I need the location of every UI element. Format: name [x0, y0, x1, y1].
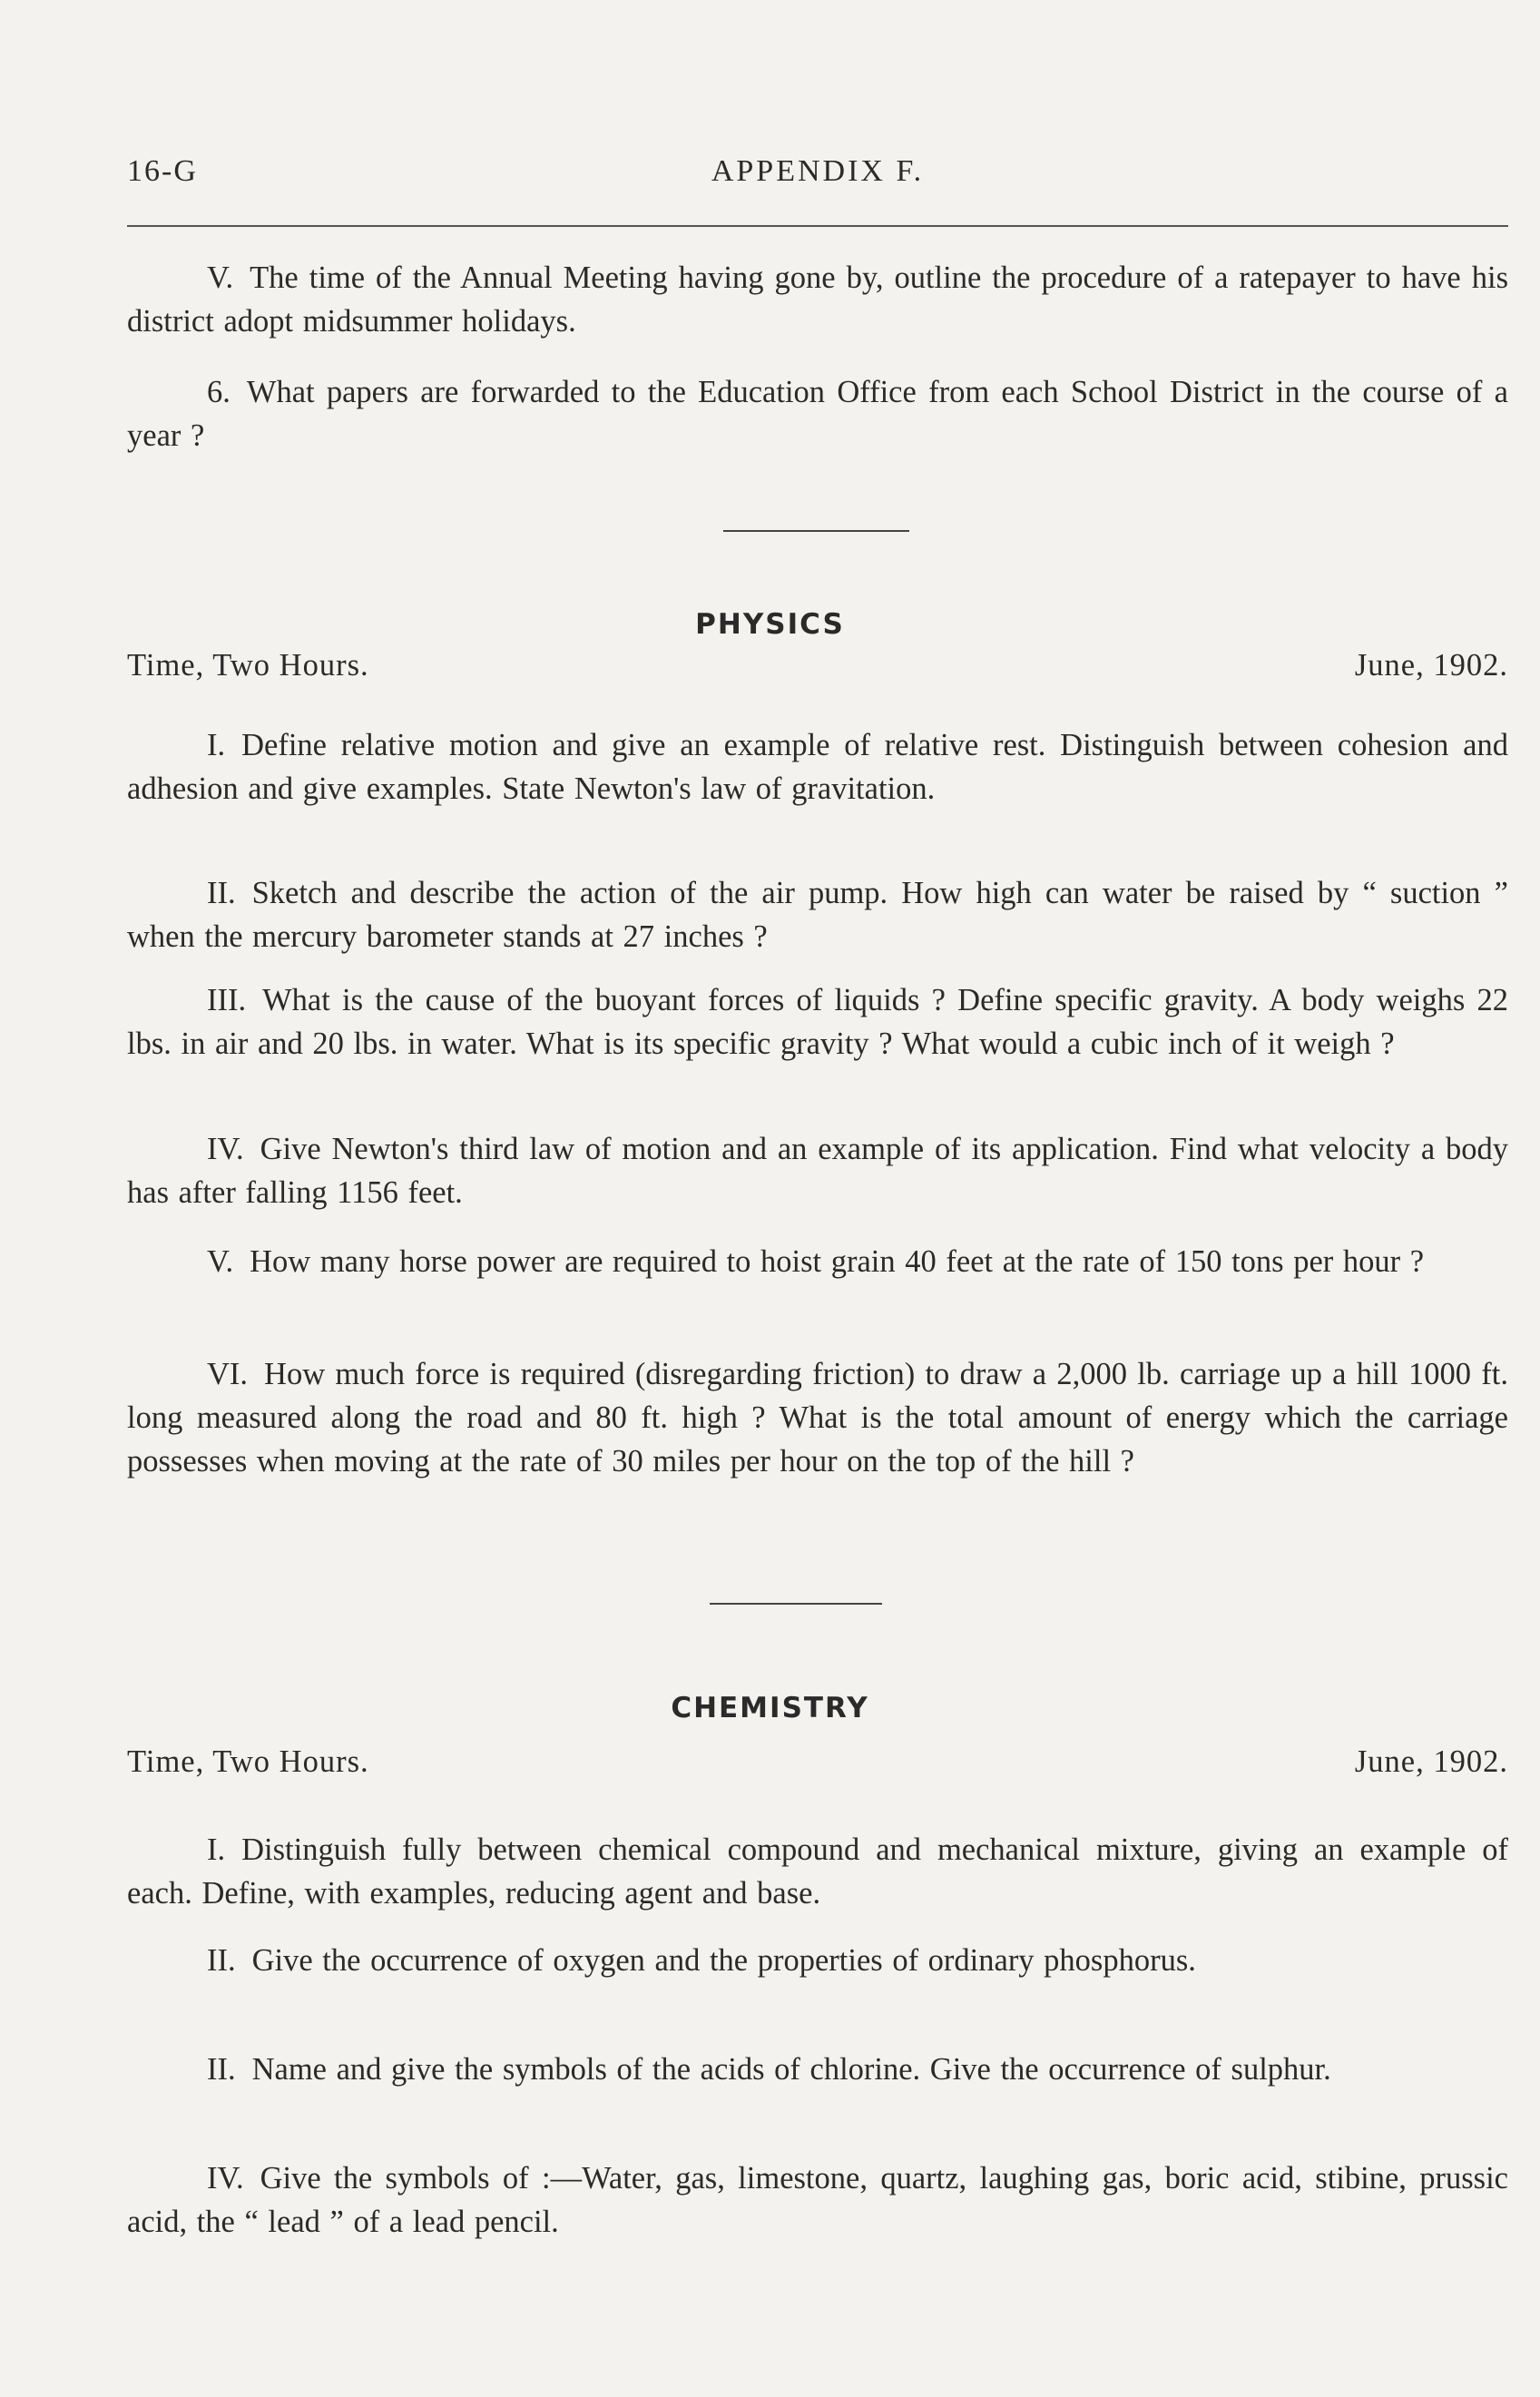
question-number: VI. — [207, 1357, 249, 1391]
question-number: III. — [207, 983, 247, 1017]
physics-question-v — [127, 1240, 1508, 1283]
question-text: The time of the Annual Meeting having gone by, outline the procedure of a ratepayer to have his district adopt midsummer holidays. — [127, 260, 1508, 339]
physics-time-allowed: Time, Two Hours. — [127, 648, 369, 683]
running-header — [127, 154, 1508, 200]
chemistry-time-line — [127, 1744, 1508, 1788]
section-divider — [710, 1603, 882, 1605]
physics-question-i — [127, 723, 1508, 810]
question-text: What papers are forwarded to the Education Office from each School District in the course of a year ? — [127, 375, 1508, 453]
question-text: Give the occurrence of oxygen and the properties of ordinary phosphorus. — [251, 1943, 1196, 1978]
chemistry-question-ii — [127, 1939, 1508, 1982]
question-text: Name and give the symbols of the acids of chlorine. Give the occurrence of sulphur. — [251, 2052, 1331, 2087]
question-text: What is the cause of the buoyant forces of liquids ? Define specific gravity. A body weighs 22 lbs. in air and 20 lbs. in water. What is its specific gravity ? What would a cubic inch of it weigh ? — [127, 983, 1508, 1061]
question-text: How many horse power are required to hoist grain 40 feet at the rate of 150 tons per hour ? — [250, 1244, 1425, 1279]
question-number: II. — [207, 1943, 236, 1978]
physics-time-line — [127, 648, 1508, 692]
chemistry-question-i — [127, 1828, 1508, 1915]
question-number: I. — [207, 728, 226, 762]
question-number: V. — [207, 260, 234, 295]
question-number: II. — [207, 2052, 236, 2087]
question-number: II. — [207, 876, 236, 910]
page-number: 16-G — [127, 154, 198, 188]
question-text: Give Newton's third law of motion and an example of its application. Find what velocity a body has after falling 1156 feet. — [127, 1132, 1508, 1210]
physics-date: June, 1902. — [1354, 648, 1508, 683]
section-divider — [723, 530, 909, 532]
question-text: Sketch and describe the action of the air pump. How high can water be raised by “ suction ” when the mercury barometer stands at 27 inches ? — [127, 876, 1508, 954]
physics-question-ii — [127, 871, 1508, 958]
question-text: Define relative motion and give an example of relative rest. Distinguish between cohesion and adhesion and give examples. State Newton's law of gravitation. — [127, 728, 1508, 806]
chemistry-date: June, 1902. — [1354, 1744, 1508, 1779]
question-number: IV. — [207, 2161, 244, 2196]
question-text: How much force is required (disregarding friction) to draw a 2,000 lb. carriage up a hill 1000 ft. long measured along the road and 80 ft. high ? What is the total amount of energy which the carriage possesses when moving at the rate of 30 miles per hour on the top of the hill ? — [127, 1357, 1508, 1478]
header-rule — [127, 225, 1508, 227]
question-number: V. — [207, 1244, 234, 1279]
physics-question-iii — [127, 978, 1508, 1066]
question-number: IV. — [207, 1132, 244, 1166]
physics-question-vi — [127, 1352, 1508, 1483]
physics-question-iv — [127, 1127, 1508, 1214]
chemistry-question-iii — [127, 2048, 1508, 2091]
chemistry-title: CHEMISTRY — [671, 1692, 869, 1724]
page-heading: APPENDIX F. — [711, 154, 925, 188]
question-prev-v — [127, 256, 1508, 343]
question-text: Give the symbols of :—Water, gas, limestone, quartz, laughing gas, boric acid, stibine, prussic acid, the “ lead ” of a lead pencil. — [127, 2161, 1508, 2239]
chemistry-time-allowed: Time, Two Hours. — [127, 1744, 369, 1779]
chemistry-question-iv — [127, 2156, 1508, 2244]
physics-title: PHYSICS — [695, 608, 845, 641]
question-prev-6 — [127, 370, 1508, 457]
question-text: Distinguish fully between chemical compound and mechanical mixture, giving an example of each. Define, with examples, reducing agent and base. — [127, 1832, 1508, 1911]
question-number: 6. — [207, 375, 231, 409]
question-number: I. — [207, 1832, 226, 1867]
